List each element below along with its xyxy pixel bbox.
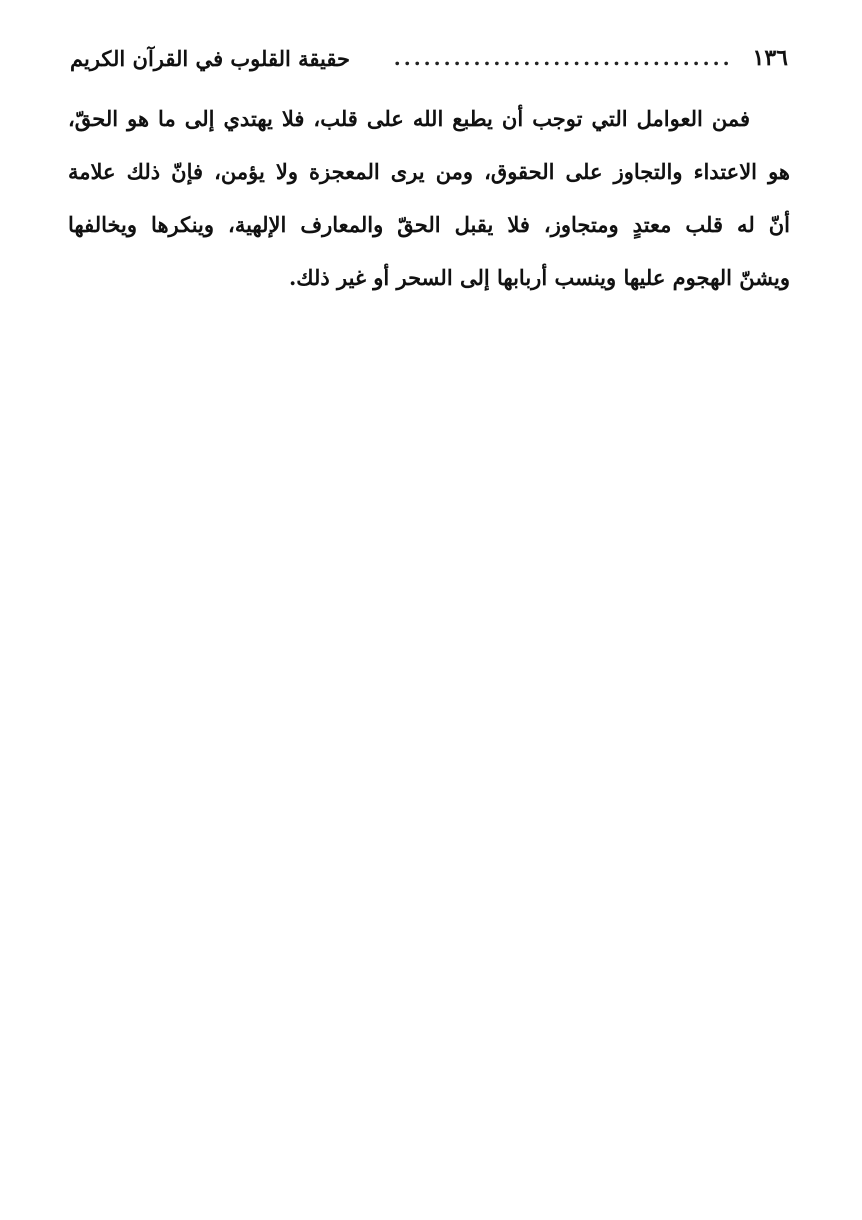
body-paragraph [68,92,790,304]
paragraph-line: فمن العوامل التي توجب أن يطبع الله على قلب، فلا يهتدي إلى ما هو الحقّ، [68,106,750,131]
leader-dots: .................................. [393,46,733,70]
paragraph-line: هو الاعتداء والتجاوز على الحقوق، ومن يرى المعجزة ولا يؤمن، فإنّ ذلك علامة [68,159,790,184]
paragraph-line: أنّ له قلب معتدٍ ومتجاوز، فلا يقبل الحقّ والمعارف الإلهية، وينكرها ويخالفها [68,212,790,237]
running-title: حقيقة القلوب في القرآن الكريم [70,45,350,71]
running-header [70,38,788,78]
page-number: ١٣٦ [752,45,788,71]
paragraph-line: ويشنّ الهجوم عليها وينسب أربابها إلى السحر أو غير ذلك. [288,265,790,290]
